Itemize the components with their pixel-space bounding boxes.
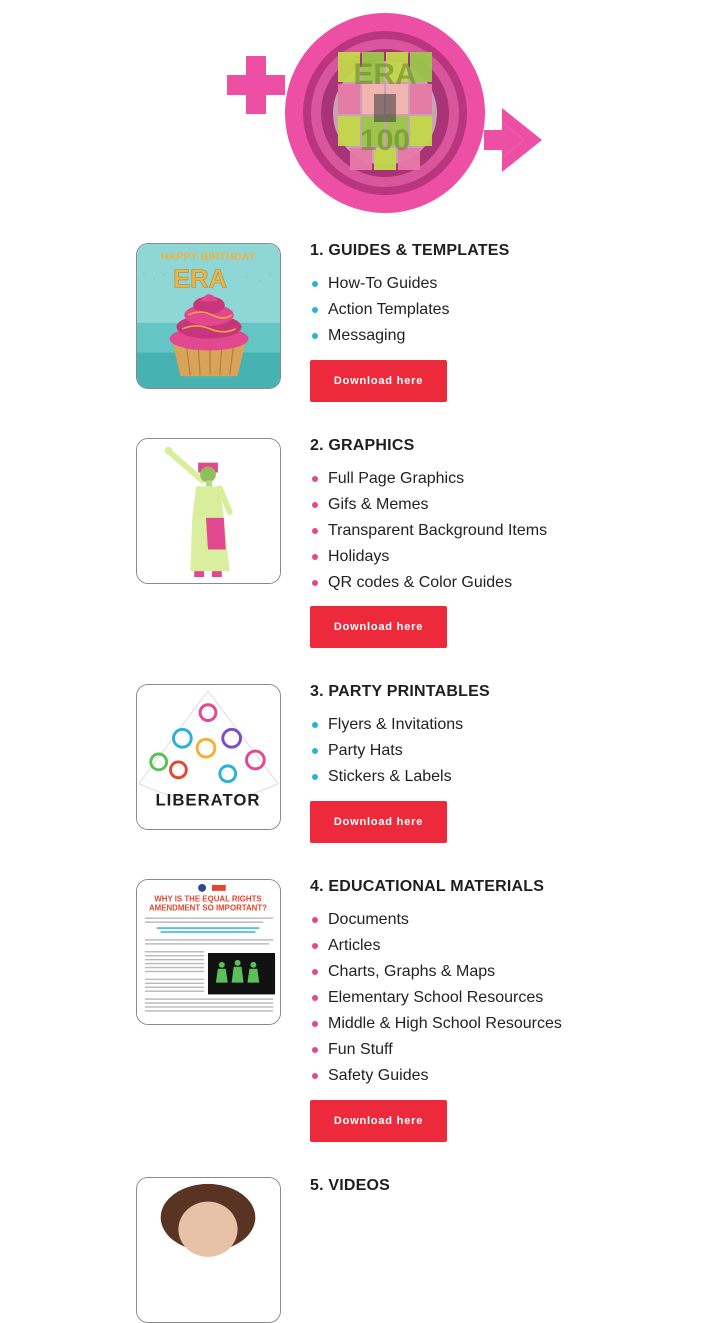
bullet-icon: [312, 333, 318, 339]
list-item: Action Templates: [310, 297, 690, 323]
bullet-icon: [312, 554, 318, 560]
list-item: Safety Guides: [310, 1063, 690, 1089]
era-100-logo: [222, 12, 548, 214]
list-item: Party Hats: [310, 738, 690, 764]
item-list: [310, 271, 690, 349]
bullet-icon: [312, 748, 318, 754]
download-button[interactable]: Download here: [310, 801, 447, 843]
item-list: [310, 712, 690, 790]
download-button[interactable]: Download here: [310, 1100, 447, 1142]
list-item: Messaging: [310, 323, 690, 349]
list-item: Transparent Background Items: [310, 518, 690, 544]
bullet-icon: [312, 476, 318, 482]
bullet-icon: [312, 943, 318, 949]
bullet-icon: [312, 917, 318, 923]
item-list: [310, 466, 690, 596]
list-item: Stickers & Labels: [310, 764, 690, 790]
svg-text:AMENDMENT SO IMPORTANT?: AMENDMENT SO IMPORTANT?: [149, 903, 267, 913]
graphics-thumbnail: [136, 438, 281, 584]
list-item: How-To Guides: [310, 271, 690, 297]
list-item: Flyers & Invitations: [310, 712, 690, 738]
svg-text:WHY IS THE EQUAL RIGHTS: WHY IS THE EQUAL RIGHTS: [154, 894, 262, 904]
bullet-icon: [312, 307, 318, 313]
list-item: Elementary School Resources: [310, 985, 690, 1011]
section-title: 1. GUIDES & TEMPLATES: [310, 242, 510, 259]
download-button[interactable]: Download here: [310, 360, 447, 402]
list-item: QR codes & Color Guides: [310, 570, 690, 596]
svg-text:HAPPY BIRTHDAY: HAPPY BIRTHDAY: [160, 250, 256, 263]
guides-thumbnail: [136, 243, 281, 389]
bullet-icon: [312, 1047, 318, 1053]
svg-text:100: 100: [359, 124, 411, 157]
svg-text:ERA: ERA: [353, 58, 417, 91]
list-item: Charts, Graphs & Maps: [310, 959, 690, 985]
list-item: Articles: [310, 933, 690, 959]
party-printables-thumbnail: [136, 684, 281, 830]
videos-thumbnail: [136, 1177, 281, 1323]
list-item: Documents: [310, 907, 690, 933]
list-item: Holidays: [310, 544, 690, 570]
bullet-icon: [312, 281, 318, 287]
bullet-icon: [312, 1073, 318, 1079]
bullet-icon: [312, 580, 318, 586]
bullet-icon: [312, 722, 318, 728]
bullet-icon: [312, 969, 318, 975]
list-item: Gifs & Memes: [310, 492, 690, 518]
section-title: 3. PARTY PRINTABLES: [310, 683, 490, 700]
logo-graphic: [222, 12, 548, 214]
list-item: Fun Stuff: [310, 1037, 690, 1063]
bullet-icon: [312, 1021, 318, 1027]
download-button[interactable]: Download here: [310, 606, 447, 648]
svg-text:ERA: ERA: [173, 265, 228, 294]
bullet-icon: [312, 774, 318, 780]
section-title: 2. GRAPHICS: [310, 437, 415, 454]
section-title: 5. VIDEOS: [310, 1177, 391, 1194]
list-item: Full Page Graphics: [310, 466, 690, 492]
svg-text:LIBERATOR: LIBERATOR: [155, 790, 261, 810]
bullet-icon: [312, 528, 318, 534]
educational-thumbnail: [136, 879, 281, 1025]
section-title: 4. EDUCATIONAL MATERIALS: [310, 878, 545, 895]
item-list: [310, 907, 690, 1089]
bullet-icon: [312, 995, 318, 1001]
list-item: Middle & High School Resources: [310, 1011, 690, 1037]
bullet-icon: [312, 502, 318, 508]
